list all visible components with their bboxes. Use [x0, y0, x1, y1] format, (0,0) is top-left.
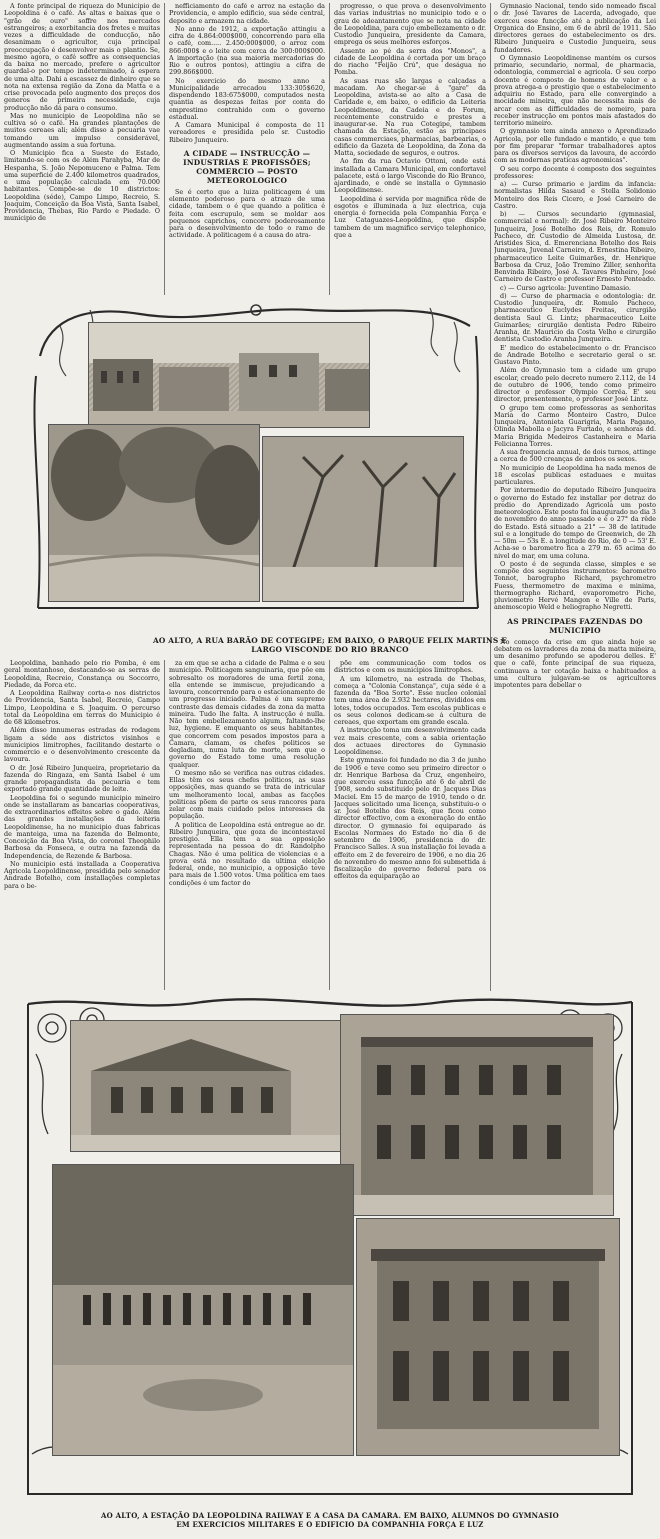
paragraph: No municipio de Leopoldina ha nada menos de 18 escolas publicas estaduaes e muitas particulares.: [494, 463, 656, 486]
article-column-3-top: [334, 3, 486, 297]
paragraph: A um kilometro, na estrada de Thebas, começa a "Colonia Constança", cuja séde é a fazenda da "Boa Sorte". Esse nucleo colonial tem uma área de 2.932 hectares, divididos em lotes, todos occupados. Tem escolas publicas e os seus colonos dedicam-se á cultura de cereaes, que exportam em grande escala.: [334, 674, 486, 726]
photo-casa-da-camara: [340, 1014, 614, 1216]
paragraph: Leopoldina é servida por magnifica rêde de esgotos e illuminada a luz electrica, cuja energia é fornecida pela Companhia Força e Luz Cataguazes-Leopoldina, que dispõe tambem de um magnifico serviço telephonico, que a: [334, 194, 486, 239]
paragraph: O Municipio fica a Sueste do Estado, limitando-se com os de Além Parahyba, Mar de Hespanha, S. João Nepomuceno e Palma. Tem uma superficie de 2.400 kilometros quadrados, e uma população calculada em 70.000 habitantes. Compõe-se de 10 districtos: Leopoldina (séde), Campo Limpo, Recreio, S. Joaquim, Conceição da Boa Vista, Santa Isabel, Providencia, Thebas, Rio Pardo e Piedade. O municipio de: [4, 149, 160, 223]
paragraph: nefficiamento do café e arroz na estação da Providencia, e amplo edificio, sua séde central, deposito e armazem na cidade.: [169, 3, 325, 25]
article-column-1-mid: [4, 660, 160, 992]
paragraph: No exercicio do mesmo anno a Municipalidade arrecadou 133:305$620, dispendendo 183:675$000, computados nesta quantia as despezas feitas por conta do emprestimo contrahido com o governo estadual.: [169, 76, 325, 121]
paragraph: O mesmo não se verifica nas outras cidades. Ellas têm os seus chefes politicos, as suas opposições, mas quando se trata de intricular um melhoramento local, ambas as facções politicas põem de parte os seus rancores para zelar com mais cuidado pelos interesses da população.: [169, 768, 325, 821]
photo-largo-visconde-do-rio-branco: [262, 436, 464, 602]
paragraph: Assente ao pé da serra dos "Monos", a cidade de Leopoldina é cortada por um braço do riacho "Feijão Crú", que deságua no Pomba.: [334, 46, 486, 77]
article-column-1-top: [4, 3, 160, 297]
paragraph: As suas ruas são largas e calçadas a macadam. Ao chegar-se á "gare" da Leopoldina, avista-se ao alto a Casa de Caridade e, em baixo, o edificio da Leiteria Leopoldinense, da Cadeia e do Forum, recentemente construido e prestes a inaugurar-se. Na rua Cotegipe, tambem chamada da Estação, estão as principaes casas commerciaes, pharmacias, barbearias, o edificio da Gazeta de Leopoldina, da Zona da Matta, sociedade de seguros, e outros.: [334, 76, 486, 157]
paragraph: Além do Gymnasio tem a cidade um grupo escolar, creado pelo decreto numero 2.112, de 14 de outubro de 1906, tendo como primeiro director o professor Olympio Corrêa. E' seu director, presentemente, o professor José Lintz.: [494, 366, 656, 404]
article-column-2-top: [169, 3, 325, 297]
paragraph: Por intermedio do deputado Ribeiro Junqueira o governo do Estado fez installar por detraz do predio do Aprendizado Agricola um posto meteorologico. Este posto foi inaugurado no dia 3 de novembro do anno passado e é o 27° da rêde do Estado. Está situado a 21° — 38 de latitude sul e a longitude do tempo de Greenwich, de 2h — 50m — 53s E. a longitude do Rio, de 0 — 53' E. Acha-se o barometro fica a 279 m. 65 acima do nivel do mar, em uma coluna.: [494, 486, 656, 560]
paragraph: Este gymnasio foi fundado no dia 3 de junho de 1906 e teve como seu primeiro director o dr. Henrique Barbosa da Cruz, engenheiro, que exerceu essa funcção até 6 de abril de 1908, sendo substituido pelo dr. Jacques Dias Maciel. Em 15 de março de 1910, tendo o dr. Jacques solicitado uma licença, substituiu-o o sr. José Botelho dos Reis, que ficou como director effectivo, com a exoneração do então director. O gymnasio foi equiparado ás Escolas Normaes do Estado no dia 6 de setembro de 1906, presidencia do dr. Francisco Salles. A sua installação foi levada a effeito em 2 de fevereiro de 1906, e no dia 26 de novembro do mesmo anno foi submettida á fiscalização do governo federal para os effeitos da equiparação ao: [334, 756, 486, 881]
paragraph: progresso, o que prova o desenvolvimento das varias industrias no municipio todo e o grau de adeantamento que se nota na cidade de Leopoldina, para cujo embellezamento o dr. Custodio Junqueira, presidente da Camara, emprega os seus melhores esforços.: [334, 3, 486, 47]
photo-companhia-forca-e-luz: [356, 1218, 620, 1456]
paragraph: a) — Curso primario e jardim da infancia: normalistas Hilda Sasaud e Stella Solidonio Monteiro dos Reis Cicero, e José Carneiro de Castro.: [494, 180, 656, 210]
paragraph: A fonte principal de riqueza do Municipio de Leopoldina é o café. As altas e baixas que o "grão de ouro" soffre nos mercados estrangeiros; a exorbitancia dos fretes e muitas vezes a difficuldade de conducção, não desanimam o agricultor, cuja principal preoccupação é desenvolver mais o plantio. Se, mesmo agora, o café soffre as consequencias da baixa no mercado, prefere o agricultor guardal-o por tempo indeterminado, á espera de uma alta. Dahi a escassez de dinheiro que se nota na extensa região da Zona da Matta e a crise provocada pelo augmento dos preços dos generos de primeira necessidade, cuja producção não dá para o consumo.: [4, 3, 160, 112]
paragraph: Ao fim da rua Octavio Ottoni, onde está installada a Camara Municipal, em confortavel palacete, está o largo Visconde do Rio Branco, ajardinado, e onde se installa o Gymnasio Leopoldinense.: [334, 157, 486, 195]
paragraph: O dr. José Ribeiro Junqueira, proprietario da fazenda do Ringaza, em Santa Isabel é um grande propagandista da pecuaria e tem exportado grande quantidade de leite.: [4, 763, 160, 794]
photo-caption-lower: AO ALTO, A ESTAÇÃO DA LEOPOLDINA RAILWAY E A CASA DA CAMARA. EM BAIXO, ALUMNOS DO GYMNASIO EM EXERCICIOS MILITARES E O EDIFICIO DA COMPANHIA FORÇA E LUZ: [101, 1511, 559, 1529]
paragraph: Leopoldina foi o segundo municipio mineiro onde se installaram as bancarias cooperativas, de extraordinarios effeitos sobre o gado. Além das grandes installações da leiteria Leopoldinense, ha no municipio duas fabricas de manteiga, uma na fazenda do Belmonte, Conceição da Boa Vista, do coronel Theophilo Barbosa da Fonseca, e outra na fazenda da Independencia, de Rezende & Barbosa.: [4, 793, 160, 860]
article-column-2-mid: [169, 660, 325, 992]
photo-plate-lower: [22, 994, 638, 1502]
paragraph: Gymnasio Nacional, tendo sido nomeado fiscal o dr. José Tavares de Lacerda, advogado, que exerceu esse funcção até a publicação da Lei Organica do Ensino, em 6 de abril de 1911. São directores geraes do estabelecimento os drs. Ribeiro Junqueira e Custodio Junqueira, seus fundadores.: [494, 3, 656, 54]
photo-caption-upper: AO ALTO, A RUA BARÃO DE COTEGIPE; EM BAIXO, O PARQUE FELIX MARTINS E LARGO VISCONDE DO RIO BRANCO: [152, 636, 508, 654]
photo-alumnos-exercicios-militares: [52, 1164, 354, 1456]
section-heading: A CIDADE — INSTRUCÇÃO — INDUSTRIAS E PROFISSÕES; COMMERCIO — POSTO METEOROLOGICO: [183, 148, 311, 185]
paragraph: A politica de Leopoldina está entregue ao dr. Ribeiro Junqueira, que goza de incontestavel prestigio. Ella tem a sua opposição representada na pessoa do dr. Randolpho Chagas. Não é uma politica de violencias e a prova está no resultado da ultima eleição federal, onde, no municipio, a opposição teve para mais de 1.500 votos. Uma politica em taes condições é um factor do: [169, 820, 325, 887]
paragraph: A sua frequencia annual, de dois turnos, attinge a cerca de 500 creanças de ambos os sexos.: [494, 448, 656, 464]
paragraph: c) — Curso agricola: Juventino Damasio.: [500, 283, 631, 292]
section-heading: AS PRINCIPAES FAZENDAS DO MUNICIPIO: [507, 616, 643, 635]
paragraph: O grupo tem como professoras as senhoritas Maria do Carmo Monteiro Castro, Dulce Junqueira, Antonieta Guarigria, Maria Pagano, Olinda Mabolla e Jacyra Furtado, e senhoras dd. Maria Brigida Medeiros Castanheira e Maria Felicianna Torres.: [494, 403, 656, 448]
paragraph: d) — Curso de pharmacia e odontologia: dr. Custodio Junqueira, dr. Romulo Pacheco, pharmaceutico Euclydes Freitas, cirurgião dentista Saul G. Lintz; pharmaceutico Leite Guimarães; cirurgião dentista Pedro Ribeiro Aranha, dr. Mauricio da Costa Velho e cirurgião dentista Custodio Aranha Junqueira.: [494, 291, 656, 344]
paragraph: O seu corpo docente é composto dos seguintes professores:: [494, 164, 656, 180]
paragraph: O posto é de segunda classe, simples e se compõe dos seguintes instrumentos: barometro Tonnot, barographo Richard, psychrometro Fuess, thermometro de maxima e minima, thermographo Richard, evaporometro Piche, pluviometro Hervé Mangon e Ville de Paris, anemoscopio Weld e heliographo Negretti.: [494, 559, 656, 612]
paragraph: b) — Cursos secundario (gymnasial, commercial e normal): dr. José Ribeiro Monteiro Junqueira, José Botelho dos Reis, dr. Romulo Pacheco, dr. Custodio de Almeida Lustosa, dr. Aristides Sica, d. Emerenciana Botelho dos Reis Junqueira, Juvenal Carneiro, d. Ernestina Ribeiro, pharmaceutico Leite Guimarães, dr. Henrique Barbosa da Cruz, João Tremino Ziller, senhorita Benvinda Ribeiro, José A. Tavares Pinheiro, José Carneiro de Castro e professor Ernesto Penteado.: [494, 210, 656, 284]
paragraph: No começo da crise em que ainda hoje se debatem os lavradores da zona da matta mineira, um desanimo profundo se apoderou delles. E' que o café, fonte principal de sua riqueza, continuava a ter cotação baixa e habituados a uma cultura julgavam-se os agricultores impotentes para debellar o: [494, 637, 656, 689]
paragraph: No anno de 1912, a exportação attingiu a cifra de 4.864:000$000, concorrendo para ella o café, com..... 2.450:000$000, o arroz com 866:000$ e o leite com cerca de 300:000$000. A importação (na sua maioria mercadorias do Rio e outros pontos), attingiu a cifra de 299.866$000.: [169, 24, 325, 77]
paragraph: No municipio está installada a Cooperativa Agricola Leopoldinense, presidida pelo senador Andrade Botelho, com installações completas para o be-: [4, 859, 160, 890]
paragraph: Além disso innumeras estradas de rodagem ligam a séde aos districtos visinhos e municipios limitrophes, facilitando destarte o commercio e o desenvolvimento crescente da lavoura.: [4, 726, 160, 764]
article-column-3-mid: [334, 660, 486, 992]
photo-parque-felix-martins: [48, 424, 260, 602]
photo-estacao-leopoldina-railway: [70, 1020, 348, 1152]
photo-plate-upper: [30, 296, 484, 618]
paragraph: Se é certo que a luiza politicagem é um elemento poderoso para o atrazo de uma cidade, tambem o é que quando a politica é feita com escrupulo, sem se moldar aos pequenos caprichos, concorre poderosamente para o desenvolvimento de todo o ramo de actividade. A politicagem é a causa do atra-: [169, 187, 325, 240]
paragraph: põe em communicação com todos os districtos e com os municipios limitrophes.: [334, 660, 486, 675]
paragraph: O gymnasio tem ainda annexo o Aprendizado Agricola, por elle fundado e mantido, e que tem por fim preparar "formar trabalhadores aptos para os diversos serviços da lavoura, de accordo com as modernas praticas agronomicas".: [494, 127, 656, 165]
paragraph: E' medico do estabelecimento o dr. Francisco de Andrade Botelho e secretario geral o sr. Gustavo Pinto.: [494, 343, 656, 366]
paragraph: A Leopoldina Railway corta-o nos districtos de Providencia, Santa Isabel, Recreio, Campo Limpo, Leopoldina e S. Joaquim. O percurso total da Leopoldina em terras do Municipio é de 68 kilometros.: [4, 689, 160, 726]
paragraph: za em que se acha a cidade de Palma e o seu municipio. Politicagem sanguinaria, que pôe em sobresalto os moradores de uma fertil zona, ella entende se immiscue, prejudicando a lavoura, concorrendo para o estacionamento de um progresso iniciado. Palma é um supremo contraste das demais cidades da zona da matta mineira. Tudo lhe falta. A instrucção é nulla. Não tem embellezamento algum, faltando-lhe luz, hygiene. E emquanto os seus habitantes, que concorrem com pesados impostos para a Camara, clamam, os chefes politicos se degladiam, numa luta de morte, sem que o governo do Estado tome uma resolução qualquer.: [169, 660, 325, 769]
paragraph: O Gymnasio Leopoldinense mantém os cursos primario, secundario, normal, de pharmacia, odontologia, commercial e agricola. O seu corpo docente é composto de homens de valor e a prova atrega-a o prestigio que o estabelecimento adquiriu no Estado, para elle convergindo a mocidade mineira, que não necessita mais de arcar com as difficuldades de nomeiro, para receber instrucção em pontos mais afastados do territorio mineiro.: [494, 53, 656, 127]
article-column-4: [494, 3, 656, 987]
paragraph: A instrucção toma um desenvolvimento cada vez mais crescente, com a sabia orientação dos actuaes directores do Gymnasio Leopoldinense.: [334, 726, 486, 756]
paragraph: A Camara Municipal é composta de 11 vereadores e presidida pelo sr. Custodio Ribeiro Junqueiro.: [169, 121, 325, 144]
paragraph: Leopoldina, banhado pelo rio Pomba, é em geral montanhoso, destacando-se as serras de Leopoldina, Recreio, Constança ou Soccorro, Piedade, da Forca etc.: [4, 660, 160, 689]
paragraph: Mas no municipio de Leopoldina não se cultiva só o café. Ha grandes plantações de muitos cereaes ali; além disso a pecuaria vae tomando um impulso considerável, augmentando assim a sua fortuna.: [4, 111, 160, 149]
photo-rua-barao-de-cotegipe: [88, 322, 370, 428]
